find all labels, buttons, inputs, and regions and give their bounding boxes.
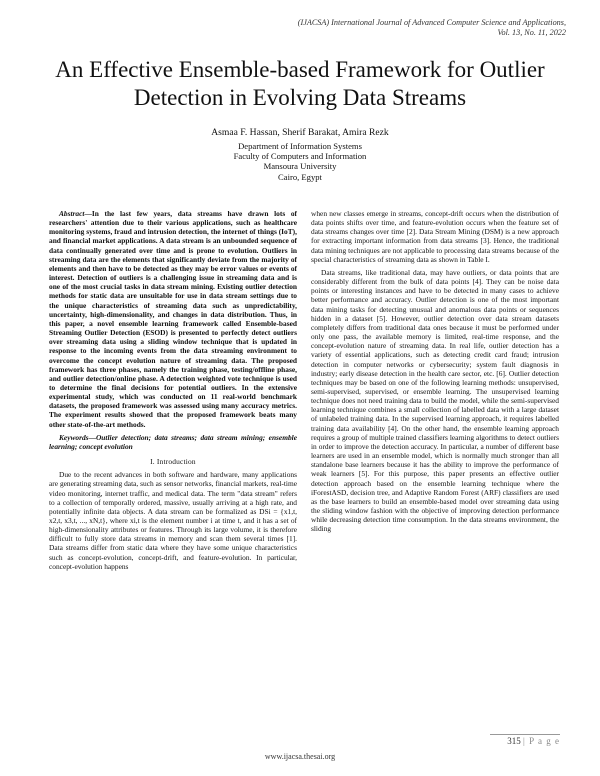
abstract bbox=[49, 209, 297, 429]
intro-paragraph-continued: when new classes emerge in streams, concept-drift occurs when the distribution of data points shifts over time, and feature-evolution occurs when the feature set of data streams changes over time [2]. Data Stream Mining (DSM) is a new approach for extracting important information from data streams [3]. Hence, the traditional data mining techniques are not applicable to processing data streams because of the special characteristics of streaming data as shown in Table I. bbox=[311, 209, 559, 264]
paper-authors: Asmaa F. Hassan, Sherif Barakat, Amira Rezk bbox=[211, 127, 389, 138]
affiliation-line: Department of Information Systems bbox=[238, 141, 362, 151]
section-heading-introduction: I. Introduction bbox=[150, 457, 196, 467]
journal-url: www.ijacsa.thesai.org bbox=[264, 752, 336, 761]
page-number-value: 315 bbox=[507, 736, 521, 746]
page-number bbox=[507, 736, 560, 746]
journal-header bbox=[266, 18, 566, 38]
keywords-text: —Outlier detection; data streams; data stream mining; ensemble learning; concept evolution bbox=[49, 432, 297, 451]
keywords bbox=[49, 433, 297, 451]
author-affiliation bbox=[30, 141, 570, 182]
abstract-text: —In the last few years, data streams have drawn lots of researchers' attention due to their various applications, such as healthcare monitoring systems, fraud and intrusion detection, the internet of things (IoT), and financial market applications. A data stream is an unbounded sequence of data continually generated over time and is prone to evolution. Outliers in streaming data are the elements that significantly deviate from the majority of elements and then have to be detected as they may be error values or events of interest. Detection of outliers is a challenging issue in streaming data and is one of the most crucial tasks in data stream mining. Existing outlier detection methods for static data are unsuitable for use in data stream settings due to the unique characteristics of streaming data such as unpredictability, uncertainty, high-dimensionality, and changes in data distribution. Thus, in this paper, a novel ensemble learning framework called Ensemble-based Streaming Outlier Detection (ESOD) is presented to perfectly detect outliers over streaming data using a sliding window technique that is updated in response to the incoming events from the data streaming environment to overcome the concept evolution nature of streaming data. The proposed framework has three phases, namely the training phase, testing/offline phase, and outlier detection/online phase. A detection weighted vote technique is used to determine the final decisions for potential outliers. In the extensive experimental study, which was conducted on 11 real-world benchmark datasets, the proposed framework was assessed using many accuracy metrics. The experiment results showed that the proposed framework beats many other state-of-the-art methods. bbox=[49, 209, 297, 429]
affiliation-line: Faculty of Computers and Information bbox=[233, 151, 367, 162]
intro-paragraph: Due to the recent advances in both software and hardware, many applications are generating streaming data, such as sensor networks, financial markets, real-time video monitoring, internet traffic, and medical data. The term "data stream" refers to a collection of temporally ordered, massive, usually arriving at a high rate, and potentially infinite data objects. A data stream can be formalized as DSi = {x1,t, x2,t, x3,t, ..., xN,t}, where xi,t is the element number i at time t, and it has a set of high-dimensionality attributes or features. Through its large volume, it is therefore difficult to fully store data streams in memory and scan them several times [1]. Data streams differ from static data where they have some unique characteristics such as concept-evolution, concept-drift, and feature-evolution. In particular, concept-evolution happens bbox=[49, 470, 297, 571]
footer-divider bbox=[490, 734, 560, 735]
affiliation-line: Mansoura University bbox=[263, 161, 337, 172]
left-column bbox=[49, 209, 297, 575]
journal-volume: Vol. 13, No. 11, 2022 bbox=[497, 28, 566, 37]
page-label: | P a g e bbox=[523, 736, 560, 746]
journal-name: (IJACSA) International Journal of Advanced Computer Science and Applications, bbox=[297, 18, 566, 27]
paper-title: An Effective Ensemble-based Framework for Outlier Detection in Evolving Data Streams bbox=[55, 57, 545, 110]
intro-paragraph: Data streams, like traditional data, may have outliers, or data points that are considerably different from the bulk of data points [4]. They can be noise data points or interesting instances and have to be detected in many cases to achieve better performance and accuracy. Outlier detection is one of the most important data mining tasks for detecting unusual and anomalous data points or sequences hidden in a dataset [5]. However, outlier detection over data stream datasets completely differs from traditional data ones because it must be performed under only one pass, the available memory is limited, real-time response, and the concept-evolution nature of streaming data. In real life, outlier detection has a variety of essential applications, such as detecting credit card fraud; intrusion detection in computer networks or cybersecurity; system fault diagnosis in industry; early disease detection in the health care sector, etc. [6]. Outlier detection techniques may be based on one of the following learning methods: unsupervised, semi-supervised, supervised, or ensemble learning. The unsupervised learning technique does not need training data to build the model, while the semi-supervised learning technique combines a small collection of labelled data with a large dataset of unlabeled training data. In the supervised learning approach, it requires labelled training data availability [4]. On the other hand, the ensemble learning approach requires a group of multiple trained classifiers learning algorithms to detect outliers in order to improve the detection accuracy. In particular, a number of different base learners are used in an ensemble model, which is normally much stronger than all standalone base learners because it has the ability to improve the performance of weak learners [5]. For this purpose, this paper presents an effective outlier detection approach based on the ensemble learning technique where the iForestASD, decision tree, and Adaptive Random Forest (ARF) classifiers are used as the base learners to build an ensemble-based model over streaming data using the sliding window fashion with the objective of improving detection performance while decreasing detection time consumption. In the data streams environment, the sliding bbox=[311, 267, 559, 534]
abstract-label: Abstract bbox=[59, 209, 85, 218]
affiliation-line: Cairo, Egypt bbox=[278, 171, 322, 182]
keywords-label: Keywords bbox=[59, 432, 89, 442]
right-column bbox=[311, 209, 559, 537]
